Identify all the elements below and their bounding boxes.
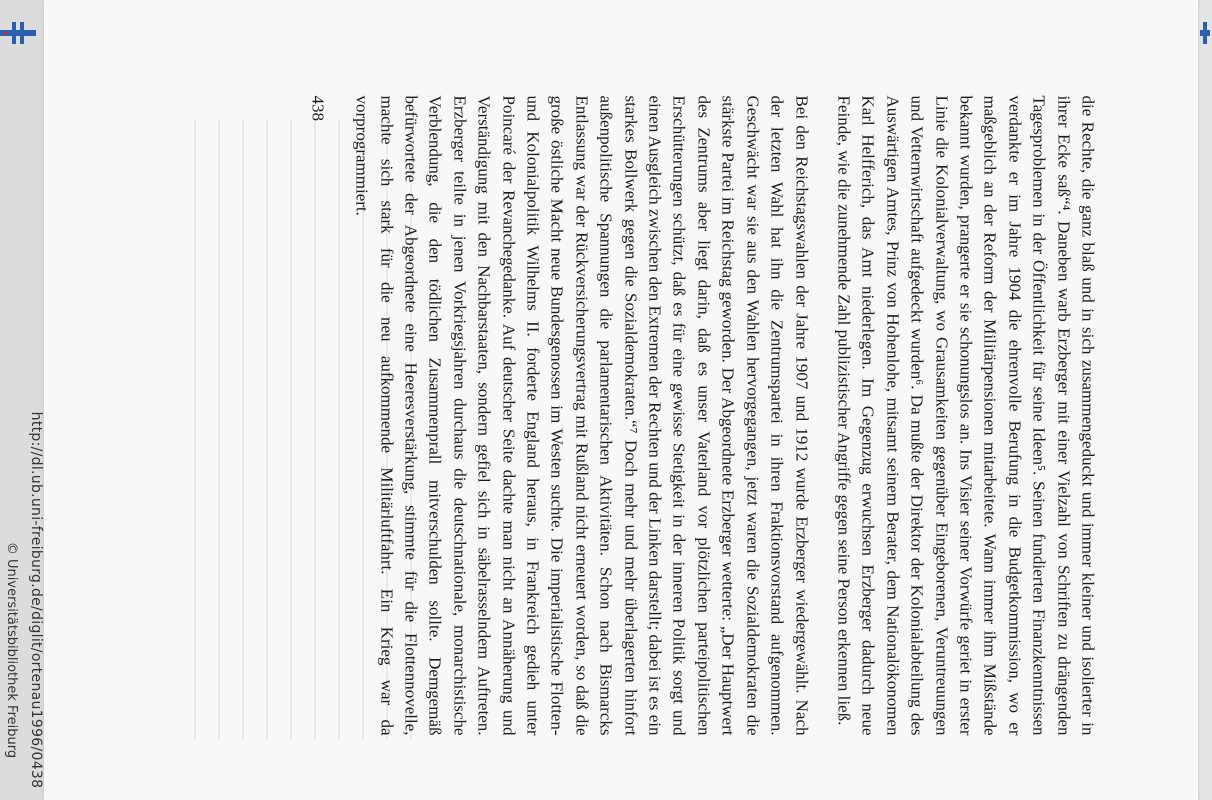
library-logo-icon — [0, 22, 36, 44]
source-url: http://dl.ub.uni-freiburg.de/diglit/ortenau1996/0438 — [28, 411, 44, 789]
page-number: 438 — [308, 95, 328, 121]
paragraph-1: die Rechte, die ganz blaß und in sich zusammengeduckt und immer kleiner und isolierter in ihrer Ecke saß“⁴. Daneben warb Erzberger mit einer Vielzahl von Schriften zu drängenden Tagesproblemen in der Öffentlichkeit für seine Ideen⁵. Seinen fundierten Finanzkenntnissen verdankte er im Jahre 1904 die ehrenvolle Berufung in die Budgetkommission, wo er maßgeblich an der Reform der Militärpensionen mitarbeitete. Wann immer ihm Mißstände bekannt wurden, prangerte er sie schonungslos an. Ins Visier seiner Vorwürfe geriet in erster Linie die Kolonialverwaltung, wo Grausamkeiten gegenüber Eingeborenen, Veruntreuungen und Vetternwirtschaft aufgedeckt wurden⁶. Da mußte der Direktor der Kolonialabteilung des Auswärtigen Amtes, Prinz von Hohenlohe, mitsamt seinem Berater, dem Nationalökonomen Karl Helfferich, das Amt niederlegen. Im Gegenzug erwuchsen Erzberger dadurch neue Feinde, wie die zunehmende Zahl publizistischer Angriffe gegen seine Person erkennen ließ. — [834, 95, 1098, 736]
library-logo-fragment-icon — [1200, 22, 1210, 44]
right-margin-strip — [1198, 0, 1212, 800]
paragraph-2: Bei den Reichstagswahlen der Jahre 1907 und 1912 wurde Erzberger wiedergewählt. Nach der letzten Wahl hat ihn die Zentrumspartei in ihren Fraktionsvorstand aufgenommen. Geschwächt war sie aus den Wahlen hervorgegangen, jetzt waren die Sozialdemokraten die stärkste Partei im Reichstag geworden. Der Abgeordnete Erzberger wetterte: „Der Hauptwert des Zentrums aber liegt darin, daß es unser Vaterland vor plötzlichen parteipolitischen Erschütterungen schützt, daß es für eine gewisse Stetigkeit in der inneren Politik sorgt und einen Ausgleich zwischen den Extremen der Rechten und der Linken darstellt; dabei ist es ein starkes Bollwerk gegen die Sozialdemokraten.“⁷ Doch mehr und mehr überlagerten hinfort außenpolitische Spannungen die parlamentarischen Aktivitäten. Schon nach Bismarcks Entlassung war der Rückversicherungsvertrag mit Rußland nicht erneuert worden, so daß die große östliche Macht neue Bundesgenossen im Westen suchte. Die imperialistische Flotten- und Kolonialpolitik Wilhelms II. forderte England heraus, in Frankreich gedieh unter Poincaré der Revanchegedanke. Auf deutscher Seite dachte man nicht an Annäherung und Verständigung mit den Nachbarstaaten, sondern gefiel sich in säbelrasselndem Auftreten. Erzberger teilte in jenen Vorkriegsjahren durchaus die deutschnationale, monarchistische Verblendung, die den tödlichen Zusammenprall mitverschulden sollte. Demgemäß befürwortete der Abgeordnete eine Heeresverstärkung, stimmte für die Flottennovelle, machte sich stark für die neu aufkommende Militärluftfahrt. Ein Krieg war da vorprogrammiert. — [352, 95, 812, 736]
rotated-text-block — [115, 96, 1100, 736]
copyright-notice: © Universitätsbibliothek Freiburg — [4, 541, 19, 759]
